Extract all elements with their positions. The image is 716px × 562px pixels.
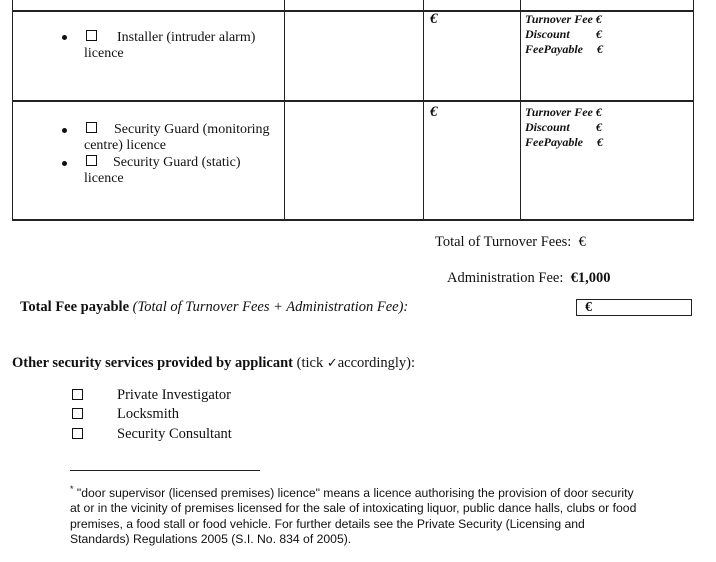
bullet [62, 35, 67, 40]
total-fee-input[interactable] [576, 299, 692, 316]
turnover-fee-symbol: € [595, 105, 602, 119]
table-line [423, 0, 424, 220]
service-label: Security Consultant [117, 426, 232, 442]
euro-symbol: € [430, 11, 438, 27]
other-services-label: Other security services provided by applicant [12, 355, 293, 371]
footnote-line: "door supervisor (licensed premises) licence" means a licence authorising the provision of door security [76, 486, 634, 501]
fee-payable-label: FeePayable [525, 42, 583, 56]
total-turnover-fees [435, 234, 586, 251]
fee-payable-label: FeePayable [525, 135, 583, 149]
footnote-marker: * [70, 484, 74, 494]
table-line [520, 0, 521, 220]
footnote-line: premises, a food stall or food vehicle. For further details see the Private Security (Licensing and [70, 516, 585, 531]
total-fee-formula: (Total of Turnover Fees + Administration Fee): [132, 299, 409, 315]
discount-symbol: € [596, 120, 602, 134]
turnover-fee-symbol: € [595, 12, 602, 26]
licence-label-cont: centre) licence [84, 138, 166, 153]
discount-symbol: € [596, 27, 602, 41]
admin-fee-value: €1,000 [570, 270, 611, 286]
discount-label: Discount [525, 120, 570, 134]
footnote-line: at or in the vicinity of premises licensed for the sale of intoxicating liquor, public dance halls, clubs or food [70, 501, 637, 516]
turnover-fee-label: Turnover Fee [525, 105, 593, 119]
service-checkbox-security-consultant[interactable] [72, 428, 83, 439]
licence-label: Security Guard (static) [113, 155, 241, 170]
licence-checkbox[interactable] [86, 122, 97, 133]
licence-label: Installer (intruder alarm) [117, 30, 256, 45]
tick-icon: ✓ [326, 356, 338, 371]
other-services-note-close: accordingly): [337, 355, 416, 371]
table-line [693, 0, 694, 220]
fee-breakdown [525, 12, 625, 57]
service-checkbox-locksmith[interactable] [72, 408, 83, 419]
table-line [12, 219, 694, 221]
other-services-heading [12, 355, 415, 372]
administration-fee [447, 270, 611, 287]
turnover-fee-label: Turnover Fee [525, 12, 593, 26]
licence-checkbox[interactable] [86, 155, 97, 166]
footnote-separator [70, 470, 260, 471]
total-fee-label: Total Fee payable [20, 299, 130, 315]
bullet [62, 161, 67, 166]
total-turnover-label: Total of Turnover Fees: [435, 234, 572, 250]
service-checkbox-private-investigator[interactable] [72, 389, 83, 400]
fee-payable-symbol: € [597, 42, 603, 56]
total-fee-euro: € [585, 300, 592, 315]
licence-label: Security Guard (monitoring [114, 122, 270, 137]
service-label: Private Investigator [117, 387, 231, 403]
service-label: Locksmith [117, 406, 180, 422]
fee-payable-symbol: € [597, 135, 603, 149]
table-line [12, 0, 13, 220]
licence-checkbox[interactable] [86, 30, 97, 41]
total-turnover-symbol: € [578, 234, 586, 250]
total-fee-payable [20, 299, 408, 316]
table-line [284, 0, 285, 220]
footnote-line: Standards) Regulations 2005 (S.I. No. 834 of 2005). [70, 532, 352, 547]
euro-symbol: € [430, 104, 438, 120]
discount-label: Discount [525, 27, 570, 41]
other-services-note-open: (tick [296, 355, 324, 371]
admin-fee-label: Administration Fee: [447, 270, 564, 286]
licence-label-cont: licence [84, 171, 124, 186]
fee-breakdown [525, 105, 625, 150]
table-line [12, 100, 694, 102]
licence-label-cont: licence [84, 46, 124, 61]
bullet [62, 128, 67, 133]
footnote [70, 482, 710, 548]
